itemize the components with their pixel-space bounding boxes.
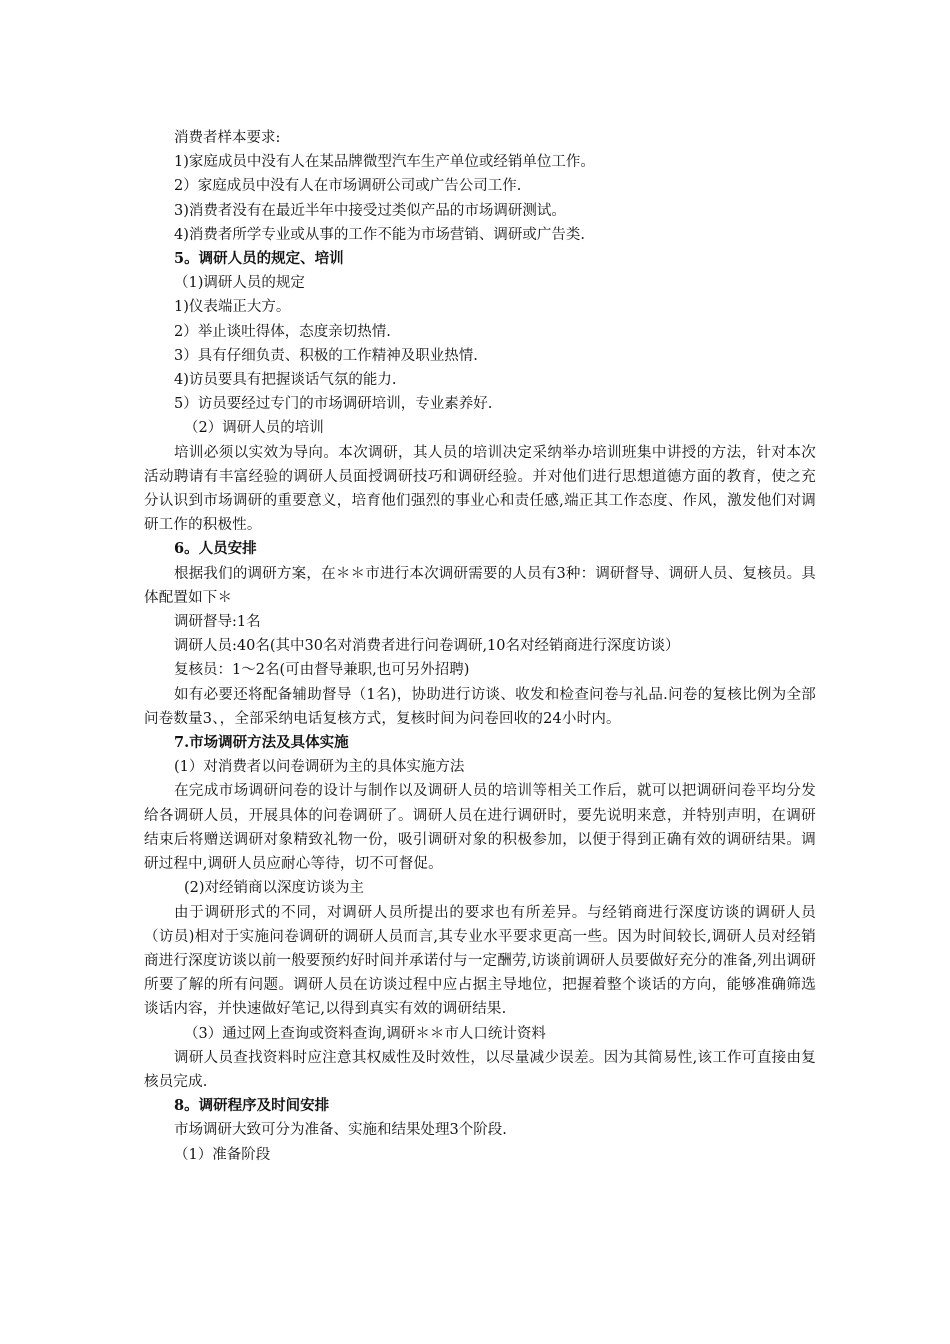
body-paragraph: 根据我们的调研方案，在＊＊市进行本次调研需要的人员有3种：调研督导、调研人员、复核员。具体配置如下＊	[144, 565, 816, 606]
subsection-heading: （1）准备阶段	[174, 1146, 271, 1163]
section-heading-5: 5。调研人员的规定、培训	[174, 250, 344, 268]
body-paragraph: 调研人员查找资料时应注意其权威性及时效性，以尽量减少误差。因为其简易性,该工作可直接由复核员完成.	[144, 1049, 816, 1090]
body-line: 市场调研大致可分为准备、实施和结果处理3个阶段.	[174, 1122, 507, 1139]
body-paragraph: 由于调研形式的不同，对调研人员所提出的要求也有所差异。与经销商进行深度访谈的调研人员（访员)相对于实施问卷调研的调研人员而言,其专业水平要求更高一些。因为时间较长,调研人员对经销商进行深度访谈以前一般要预约好时间并承诺付与一定酬劳,访谈前调研人员要做好充分的准备,列出调研所要了解的所有问题。调研人员在访谈过程中应占据主导地位，把握着整个谈话的方向，能够准确筛选谈话内容，并快速做好笔记,以得到真实有效的调研结果.	[144, 904, 816, 1018]
rule-item: 4)访员要具有把握谈话气氛的能力.	[174, 372, 397, 389]
sample-requirement-item: 1)家庭成员中没有人在某品牌微型汽车生产单位或经销单位工作。	[174, 154, 595, 171]
section-heading-7: 7.市场调研方法及具体实施	[174, 734, 349, 752]
subsection-heading: （1)调研人员的规定	[174, 275, 305, 292]
sample-requirement-item: 4)消费者所学专业或从事的工作不能为市场营销、调研或广告类.	[174, 226, 585, 243]
staff-item: 调研人员:40名(其中30名对消费者进行问卷调研,10名对经销商进行深度访谈）	[174, 638, 680, 655]
body-paragraph: 在完成市场调研问卷的设计与制作以及调研人员的培训等相关工作后，就可以把调研问卷平均分发给各调研人员，开展具体的问卷调研了。调研人员在进行调研时，要先说明来意，并特别声明，在调研结束后将赠送调研对象精致礼物一份，吸引调研对象的积极参加，以便于得到正确有效的调研结果。调研过程中,调研人员应耐心等待，切不可督促。	[144, 783, 816, 873]
subsection-heading: (1）对消费者以问卷调研为主的具体实施方法	[174, 759, 465, 776]
rule-item: 1)仪表端正大方。	[174, 299, 291, 316]
sample-requirement-item: 3)消费者没有在最近半年中接受过类似产品的市场调研测试。	[174, 202, 566, 219]
subsection-heading: （2）调研人员的培训	[184, 420, 324, 437]
staff-item: 复核员：1～2名(可由督导兼职,也可另外招聘)	[174, 662, 470, 679]
document-body	[144, 126, 816, 1167]
sample-requirement-item: 2）家庭成员中没有人在市场调研公司或广告公司工作.	[174, 178, 522, 195]
section-heading-8: 8。调研程序及时间安排	[174, 1097, 330, 1115]
section-heading-6: 6。人员安排	[174, 540, 257, 558]
body-paragraph: 如有必要还将配备辅助督导（1名)，协助进行访谈、收发和检查问卷与礼品.问卷的复核比例为全部问卷数量3、，全部采纳电话复核方式，复核时间为问卷回收的24小时内。	[144, 686, 816, 727]
staff-item: 调研督导:1名	[174, 614, 261, 631]
body-paragraph: 培训必须以实效为导向。本次调研，其人员的培训决定采纳举办培训班集中讲授的方法，针对本次活动聘请有丰富经验的调研人员面授调研技巧和调研经验。并对他们进行思想道德方面的教育，使之充分认识到市场调研的重要意义，培育他们强烈的事业心和责任感,端正其工作态度、作风，激发他们对调研工作的积极性。	[144, 444, 816, 534]
subsection-heading: (2)对经销商以深度访谈为主	[184, 880, 365, 897]
subsection-heading: （3）通过网上查询或资料查询,调研＊＊市人口统计资料	[184, 1025, 546, 1042]
rule-item: 3）具有仔细负责、积极的工作精神及职业热情.	[174, 347, 478, 364]
sample-requirements-title: 消费者样本要求:	[174, 130, 281, 146]
rule-item: 5）访员要经过专门的市场调研培训，专业素养好.	[174, 396, 493, 413]
rule-item: 2）举止谈吐得体，态度亲切热情.	[174, 323, 391, 340]
